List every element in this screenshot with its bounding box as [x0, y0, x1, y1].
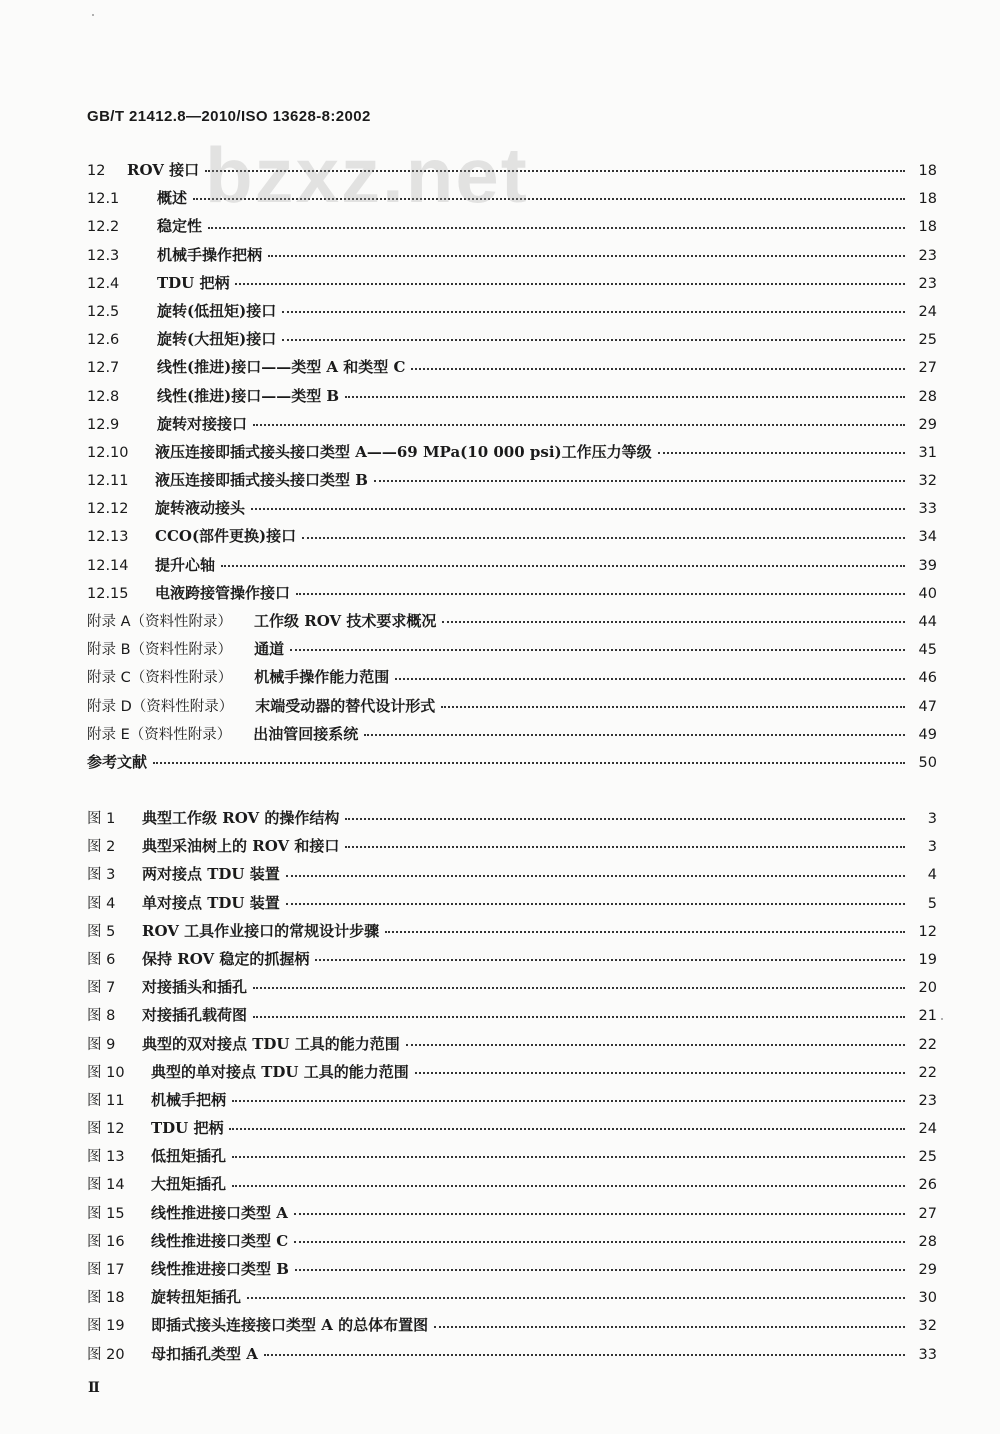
toc-entry-page: 39 — [918, 557, 937, 574]
figure-number: 图 16 — [87, 1233, 125, 1250]
toc-entry[interactable] — [87, 551, 937, 579]
figure-entry[interactable] — [87, 804, 937, 832]
figure-number: 图 8 — [87, 1008, 116, 1025]
figure-number: 图 10 — [87, 1064, 125, 1081]
figure-page: 28 — [918, 1233, 937, 1250]
toc-entry-number: 12 — [87, 163, 106, 179]
toc-entry-page: 24 — [918, 303, 937, 320]
figure-entry[interactable] — [87, 1058, 937, 1086]
figure-page: 24 — [918, 1121, 937, 1138]
leader-dots — [415, 1072, 905, 1074]
figure-entry[interactable] — [87, 1227, 937, 1255]
toc-entry-page: 32 — [918, 473, 937, 490]
toc-entry-page: 47 — [918, 698, 937, 715]
leader-dots — [232, 1156, 905, 1158]
leader-dots — [441, 706, 905, 708]
leader-dots — [235, 283, 905, 285]
figure-entry[interactable] — [87, 1001, 937, 1029]
figure-entry[interactable] — [87, 1170, 937, 1198]
figure-page: 21 — [918, 1008, 937, 1025]
figure-title: 对接插孔载荷图 — [142, 1006, 248, 1025]
toc-entry-number: 12.13 — [87, 529, 129, 546]
leader-dots — [364, 734, 905, 736]
figure-entry[interactable] — [87, 1086, 937, 1114]
toc-entry-references[interactable] — [87, 748, 937, 776]
figure-entry[interactable] — [87, 917, 937, 945]
toc-entry-number: 12.15 — [87, 585, 129, 602]
figure-number: 图 14 — [87, 1177, 125, 1194]
figure-title: ROV 工具作业接口的常规设计步骤 — [142, 921, 380, 940]
toc-entry-number: 12.3 — [87, 247, 120, 264]
toc-entry-title: TDU 把柄 — [157, 273, 230, 292]
figure-number: 图 13 — [87, 1149, 125, 1166]
toc-entry-title: 出油管回接系统 — [253, 724, 359, 743]
toc-entry-title: 线性(推进)接口——类型 A 和类型 C — [157, 358, 406, 377]
toc-entry-number: 12.11 — [87, 473, 129, 490]
toc-figures — [87, 804, 937, 1368]
figure-page: 22 — [918, 1064, 937, 1081]
figure-number: 图 6 — [87, 951, 116, 968]
toc-entry-title: 液压连接即插式接头接口类型 A——69 MPa(10 000 psi)工作压力等级 — [155, 442, 652, 461]
figure-page: 27 — [918, 1205, 937, 1222]
figure-number: 图 2 — [87, 839, 116, 856]
figure-number: 图 12 — [87, 1121, 125, 1138]
figure-page: 5 — [927, 895, 937, 912]
leader-dots — [302, 537, 905, 539]
toc-entry[interactable] — [87, 353, 937, 381]
toc-entry-appendix[interactable] — [87, 692, 937, 720]
figure-entry[interactable] — [87, 832, 937, 860]
toc-entry-number: 附录 E（资料性附录） — [87, 726, 232, 743]
figure-page: 3 — [927, 811, 937, 827]
figure-page: 26 — [918, 1177, 937, 1194]
toc-entry[interactable] — [87, 297, 937, 325]
figure-entry[interactable] — [87, 945, 937, 973]
figure-entry[interactable] — [87, 1283, 937, 1311]
toc-entry-appendix[interactable] — [87, 663, 937, 691]
leader-dots — [229, 1128, 905, 1130]
toc-entry-title: 旋转对接接口 — [157, 414, 248, 433]
page-number-roman: Ⅱ — [88, 1380, 100, 1396]
figure-entry[interactable] — [87, 1142, 937, 1170]
leader-dots — [434, 1326, 905, 1328]
figure-title: 两对接点 TDU 装置 — [142, 865, 280, 884]
toc-entry-title: 末端受动器的替代设计形式 — [255, 696, 436, 715]
leader-dots — [345, 818, 905, 820]
toc-entry[interactable] — [87, 325, 937, 353]
toc-entry-title: 概述 — [157, 189, 188, 208]
figure-page: 33 — [918, 1346, 937, 1363]
scan-speck — [941, 1018, 943, 1020]
figure-number: 图 11 — [87, 1092, 125, 1109]
leader-dots — [406, 1044, 905, 1046]
figure-entry[interactable] — [87, 973, 937, 1001]
figure-page: 4 — [927, 867, 937, 884]
figure-entry[interactable] — [87, 1114, 937, 1142]
figure-title: 典型的双对接点 TDU 工具的能力范围 — [142, 1034, 400, 1053]
toc-entry-title: 旋转(大扭矩)接口 — [157, 330, 277, 349]
figure-title: 典型工作级 ROV 的操作结构 — [142, 809, 340, 827]
figure-page: 22 — [918, 1036, 937, 1053]
figure-title: 典型的单对接点 TDU 工具的能力范围 — [151, 1062, 409, 1081]
toc-entry[interactable] — [87, 410, 937, 438]
toc-entry[interactable] — [87, 382, 937, 410]
figure-number: 图 5 — [87, 923, 116, 940]
leader-dots — [294, 1241, 905, 1243]
toc-entry-title: 参考文献 — [87, 752, 148, 771]
toc-entry[interactable] — [87, 522, 937, 550]
figure-page: 32 — [918, 1318, 937, 1335]
figure-page: 23 — [918, 1092, 937, 1109]
leader-dots — [395, 678, 905, 680]
toc-entry-number: 12.14 — [87, 557, 129, 574]
figure-entry[interactable] — [87, 1255, 937, 1283]
toc-entry-number: 附录 C（资料性附录） — [87, 670, 233, 687]
toc-entry-page: 31 — [918, 444, 937, 461]
leader-dots — [290, 649, 905, 651]
toc-entry-number: 12.12 — [87, 501, 129, 518]
leader-dots — [205, 170, 905, 172]
toc-entry-page: 45 — [918, 642, 937, 659]
toc-entry-page: 49 — [918, 726, 937, 743]
figure-page: 29 — [918, 1262, 937, 1278]
toc-entry-page: 27 — [918, 360, 937, 377]
leader-dots — [268, 255, 905, 257]
leader-dots — [295, 1269, 905, 1271]
toc-entry[interactable] — [87, 494, 937, 522]
leader-dots — [232, 1100, 905, 1102]
toc-entry[interactable] — [87, 269, 937, 297]
leader-dots — [374, 480, 905, 482]
figure-entry[interactable] — [87, 860, 937, 888]
figure-number: 图 20 — [87, 1346, 125, 1363]
leader-dots — [282, 311, 905, 313]
leader-dots — [286, 875, 905, 877]
toc-entry-number: 12.5 — [87, 303, 120, 320]
leader-dots — [153, 762, 905, 764]
figure-title: 对接插头和插孔 — [142, 978, 248, 997]
toc-entry-page: 28 — [918, 388, 937, 405]
figure-number: 图 17 — [87, 1262, 125, 1278]
leader-dots — [247, 1297, 905, 1299]
toc-entry-title: CCO(部件更换)接口 — [155, 527, 297, 546]
toc-entry-page: 23 — [918, 247, 937, 264]
leader-dots — [345, 396, 905, 398]
toc-entry[interactable] — [87, 438, 937, 466]
figure-title: 线性推进接口类型 A — [151, 1203, 288, 1222]
figure-number: 图 19 — [87, 1318, 125, 1335]
toc-entry-number: 12.7 — [87, 360, 120, 377]
leader-dots — [221, 565, 905, 567]
figure-title: 大扭矩插孔 — [151, 1175, 227, 1194]
toc-entry-number: 附录 D（资料性附录） — [87, 698, 234, 715]
toc-entry-title: ROV 接口 — [127, 161, 200, 179]
figure-number: 图 3 — [87, 867, 116, 884]
toc-entry-title: 稳定性 — [157, 217, 203, 236]
leader-dots — [345, 846, 905, 848]
figure-title: 典型采油树上的 ROV 和接口 — [142, 837, 340, 856]
toc-entry-page: 33 — [918, 501, 937, 518]
leader-dots — [294, 1213, 905, 1215]
toc-entry-page: 18 — [918, 191, 937, 208]
figure-entry[interactable] — [87, 1311, 937, 1339]
toc-entry-number: 附录 A（资料性附录） — [87, 614, 233, 630]
toc-entry-appendix[interactable] — [87, 607, 937, 635]
figure-number: 图 1 — [87, 811, 116, 827]
scan-speck — [92, 14, 94, 16]
toc-entry-number: 12.8 — [87, 388, 120, 405]
toc-entry-page: 18 — [918, 219, 937, 236]
leader-dots — [296, 593, 905, 595]
figure-page: 12 — [918, 923, 937, 940]
toc-entry-page: 50 — [918, 754, 937, 771]
figure-title: 线性推进接口类型 B — [151, 1260, 289, 1278]
leader-dots — [253, 424, 905, 426]
toc-entry-title: 电液跨接管操作接口 — [155, 583, 291, 602]
leader-dots — [411, 368, 905, 370]
leader-dots — [253, 987, 905, 989]
toc-entry-number: 附录 B（资料性附录） — [87, 642, 233, 659]
figure-title: 旋转扭矩插孔 — [151, 1288, 242, 1307]
leader-dots — [315, 959, 905, 961]
toc-entry-page: 40 — [918, 585, 937, 602]
leader-dots — [193, 198, 905, 200]
leader-dots — [253, 1016, 905, 1018]
toc-sections — [87, 156, 937, 776]
toc-entry[interactable] — [87, 579, 937, 607]
toc-entry-number: 12.2 — [87, 219, 120, 236]
toc-entry-title: 旋转(低扭矩)接口 — [157, 301, 277, 320]
leader-dots — [282, 339, 905, 341]
watermark: bzxz.net — [205, 131, 529, 219]
toc-entry[interactable] — [87, 241, 937, 269]
leader-dots — [658, 452, 905, 454]
toc-entry[interactable] — [87, 466, 937, 494]
leader-dots — [286, 903, 905, 905]
figure-page: 20 — [918, 980, 937, 997]
figure-number: 图 18 — [87, 1290, 125, 1307]
toc-entry-title: 液压连接即插式接头接口类型 B — [155, 471, 368, 490]
figure-page: 25 — [918, 1149, 937, 1166]
figure-title: 保持 ROV 稳定的抓握柄 — [142, 949, 310, 968]
figure-number: 图 9 — [87, 1036, 116, 1053]
figure-number: 图 15 — [87, 1205, 125, 1222]
toc-entry-page: 23 — [918, 275, 937, 292]
figure-title: 单对接点 TDU 装置 — [142, 893, 280, 912]
figure-number: 图 7 — [87, 980, 116, 997]
figure-title: 母扣插孔类型 A — [151, 1344, 258, 1363]
toc-entry[interactable] — [87, 156, 937, 184]
figure-title: 即插式接头连接接口类型 A 的总体布置图 — [151, 1316, 429, 1335]
toc-entry-number: 12.6 — [87, 332, 120, 349]
toc-entry-title: 通道 — [254, 640, 285, 659]
leader-dots — [442, 621, 905, 623]
figure-title: 线性推进接口类型 C — [151, 1231, 289, 1250]
toc-entry-number: 12.10 — [87, 444, 129, 461]
toc-entry[interactable] — [87, 212, 937, 240]
figure-entry[interactable] — [87, 1030, 937, 1058]
leader-dots — [385, 931, 905, 933]
standard-header: GB/T 21412.8—2010/ISO 13628-8:2002 — [87, 108, 371, 125]
toc-entry-title: 机械手操作能力范围 — [254, 668, 390, 687]
figure-entry[interactable] — [87, 1199, 937, 1227]
toc-entry-page: 18 — [918, 163, 937, 179]
leader-dots — [264, 1354, 905, 1356]
leader-dots — [232, 1185, 905, 1187]
figure-number: 图 4 — [87, 895, 116, 912]
figure-title: TDU 把柄 — [151, 1119, 224, 1138]
figure-entry[interactable] — [87, 889, 937, 917]
toc-entry-number: 12.9 — [87, 416, 120, 433]
toc-entry-number: 12.1 — [87, 191, 120, 208]
toc-entry-title: 线性(推进)接口——类型 B — [157, 386, 340, 405]
figure-entry[interactable] — [87, 1340, 937, 1368]
toc-entry-page: 29 — [918, 416, 937, 433]
toc-entry-page: 25 — [918, 332, 937, 349]
toc-entry-page: 34 — [918, 529, 937, 546]
figure-page: 3 — [927, 839, 937, 856]
toc-entry-title: 机械手操作把柄 — [157, 245, 263, 264]
toc-entry-number: 12.4 — [87, 275, 120, 292]
toc-entry-page: 44 — [918, 614, 937, 630]
leader-dots — [208, 227, 905, 229]
toc-entry-title: 工作级 ROV 技术要求概况 — [254, 612, 437, 630]
figure-title: 低扭矩插孔 — [151, 1147, 227, 1166]
toc-entry[interactable] — [87, 184, 937, 212]
toc-entry-appendix[interactable] — [87, 635, 937, 663]
figure-title: 机械手把柄 — [151, 1090, 227, 1109]
leader-dots — [251, 508, 905, 510]
toc-entry-title: 提升心轴 — [155, 555, 216, 574]
toc-entry-page: 46 — [918, 670, 937, 687]
toc-entry-appendix[interactable] — [87, 720, 937, 748]
toc-entry-title: 旋转液动接头 — [155, 499, 246, 518]
figure-page: 19 — [918, 951, 937, 968]
figure-page: 30 — [918, 1290, 937, 1307]
